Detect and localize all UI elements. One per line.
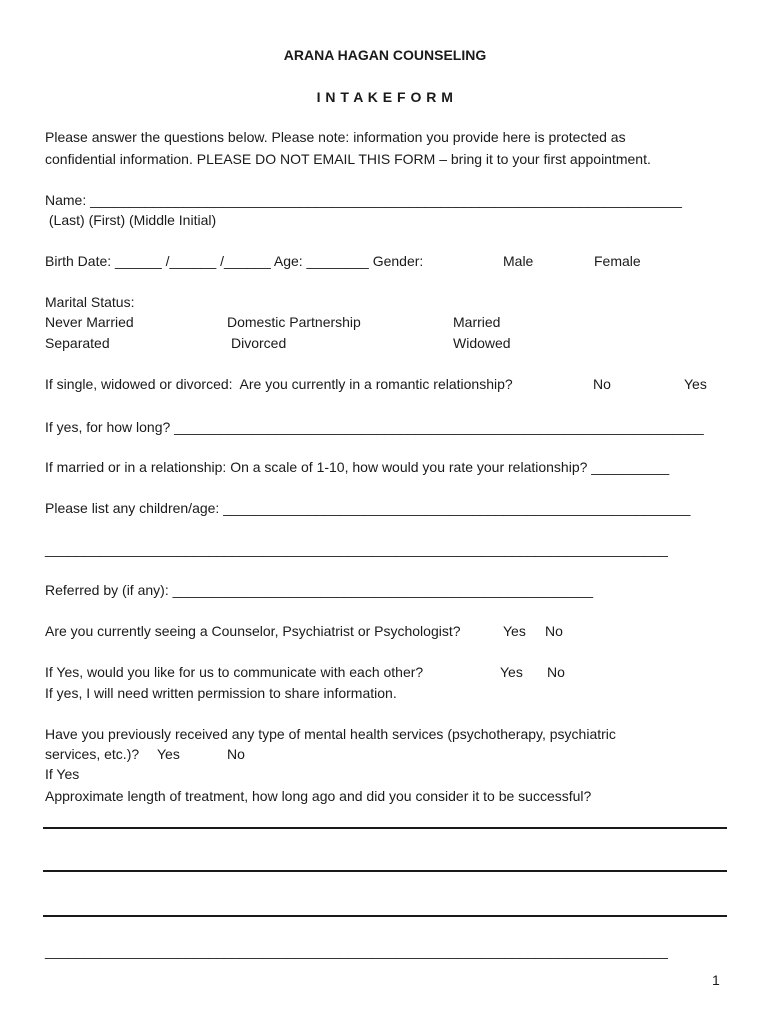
treatment-length-question: Approximate length of treatment, how long ago and did you consider it to be successful?	[45, 788, 592, 804]
permission-note: If yes, I will need written permission to share information.	[45, 685, 397, 701]
previous-services-question-line-2: services, etc.)?	[45, 746, 140, 762]
romantic-relationship-question: If single, widowed or divorced: Are you currently in a romantic relationship?	[45, 376, 513, 392]
previous-yes-option[interactable]: Yes	[157, 746, 180, 762]
name-field[interactable]: Name: ____________________________________________________________________________	[45, 192, 682, 208]
referred-by-field[interactable]: Referred by (if any): ______________________________________________________	[45, 582, 594, 598]
answer-line-4[interactable]: ________________________________________________________________________________	[45, 943, 668, 959]
marital-separated-option[interactable]: Separated	[45, 335, 110, 351]
gender-female-option[interactable]: Female	[594, 253, 641, 269]
marital-married-option[interactable]: Married	[453, 314, 501, 330]
counselor-question: Are you currently seeing a Counselor, Psychiatrist or Psychologist?	[45, 623, 461, 639]
communicate-no-option[interactable]: No	[547, 664, 565, 680]
marital-never-married-option[interactable]: Never Married	[45, 314, 134, 330]
answer-line-3[interactable]	[43, 915, 727, 917]
counselor-yes-option[interactable]: Yes	[503, 623, 526, 639]
form-title: I N T A K E F O R M	[316, 89, 454, 105]
communicate-yes-option[interactable]: Yes	[500, 664, 523, 680]
page-number: 1	[712, 972, 720, 988]
romantic-yes-option[interactable]: Yes	[684, 376, 707, 392]
marital-domestic-partnership-option[interactable]: Domestic Partnership	[227, 314, 361, 330]
birth-age-gender-line[interactable]: Birth Date: ______ /______ /______ Age: ________ Gender:	[45, 253, 424, 269]
name-hint: (Last) (First) (Middle Initial)	[45, 212, 217, 228]
org-name: ARANA HAGAN COUNSELING	[283, 47, 487, 63]
marital-divorced-option[interactable]: Divorced	[231, 335, 287, 351]
children-field-line-2[interactable]: ________________________________________________________________________________	[45, 541, 668, 557]
answer-line-2[interactable]	[43, 870, 727, 872]
gender-male-option[interactable]: Male	[503, 253, 534, 269]
marital-widowed-option[interactable]: Widowed	[453, 335, 511, 351]
previous-no-option[interactable]: No	[227, 746, 245, 762]
intro-line-1: Please answer the questions below. Please note: information you provide here is protected as	[45, 129, 626, 145]
romantic-no-option[interactable]: No	[593, 376, 611, 392]
marital-status-label: Marital Status:	[45, 294, 135, 310]
communicate-question: If Yes, would you like for us to communicate with each other?	[45, 664, 424, 680]
previous-services-question-line-1: Have you previously received any type of mental health services (psychotherapy, psychiatric	[45, 726, 616, 742]
answer-line-1[interactable]	[43, 827, 727, 829]
intro-line-2: confidential information. PLEASE DO NOT EMAIL THIS FORM – bring it to your first appointment.	[45, 151, 651, 167]
relationship-rating-field[interactable]: If married or in a relationship: On a scale of 1-10, how would you rate your relationship? __________	[45, 459, 670, 475]
counselor-no-option[interactable]: No	[545, 623, 563, 639]
children-field[interactable]: Please list any children/age: ____________________________________________________________	[45, 500, 691, 516]
how-long-field[interactable]: If yes, for how long? ____________________________________________________________________	[45, 419, 704, 435]
if-yes-label: If Yes	[45, 766, 80, 782]
